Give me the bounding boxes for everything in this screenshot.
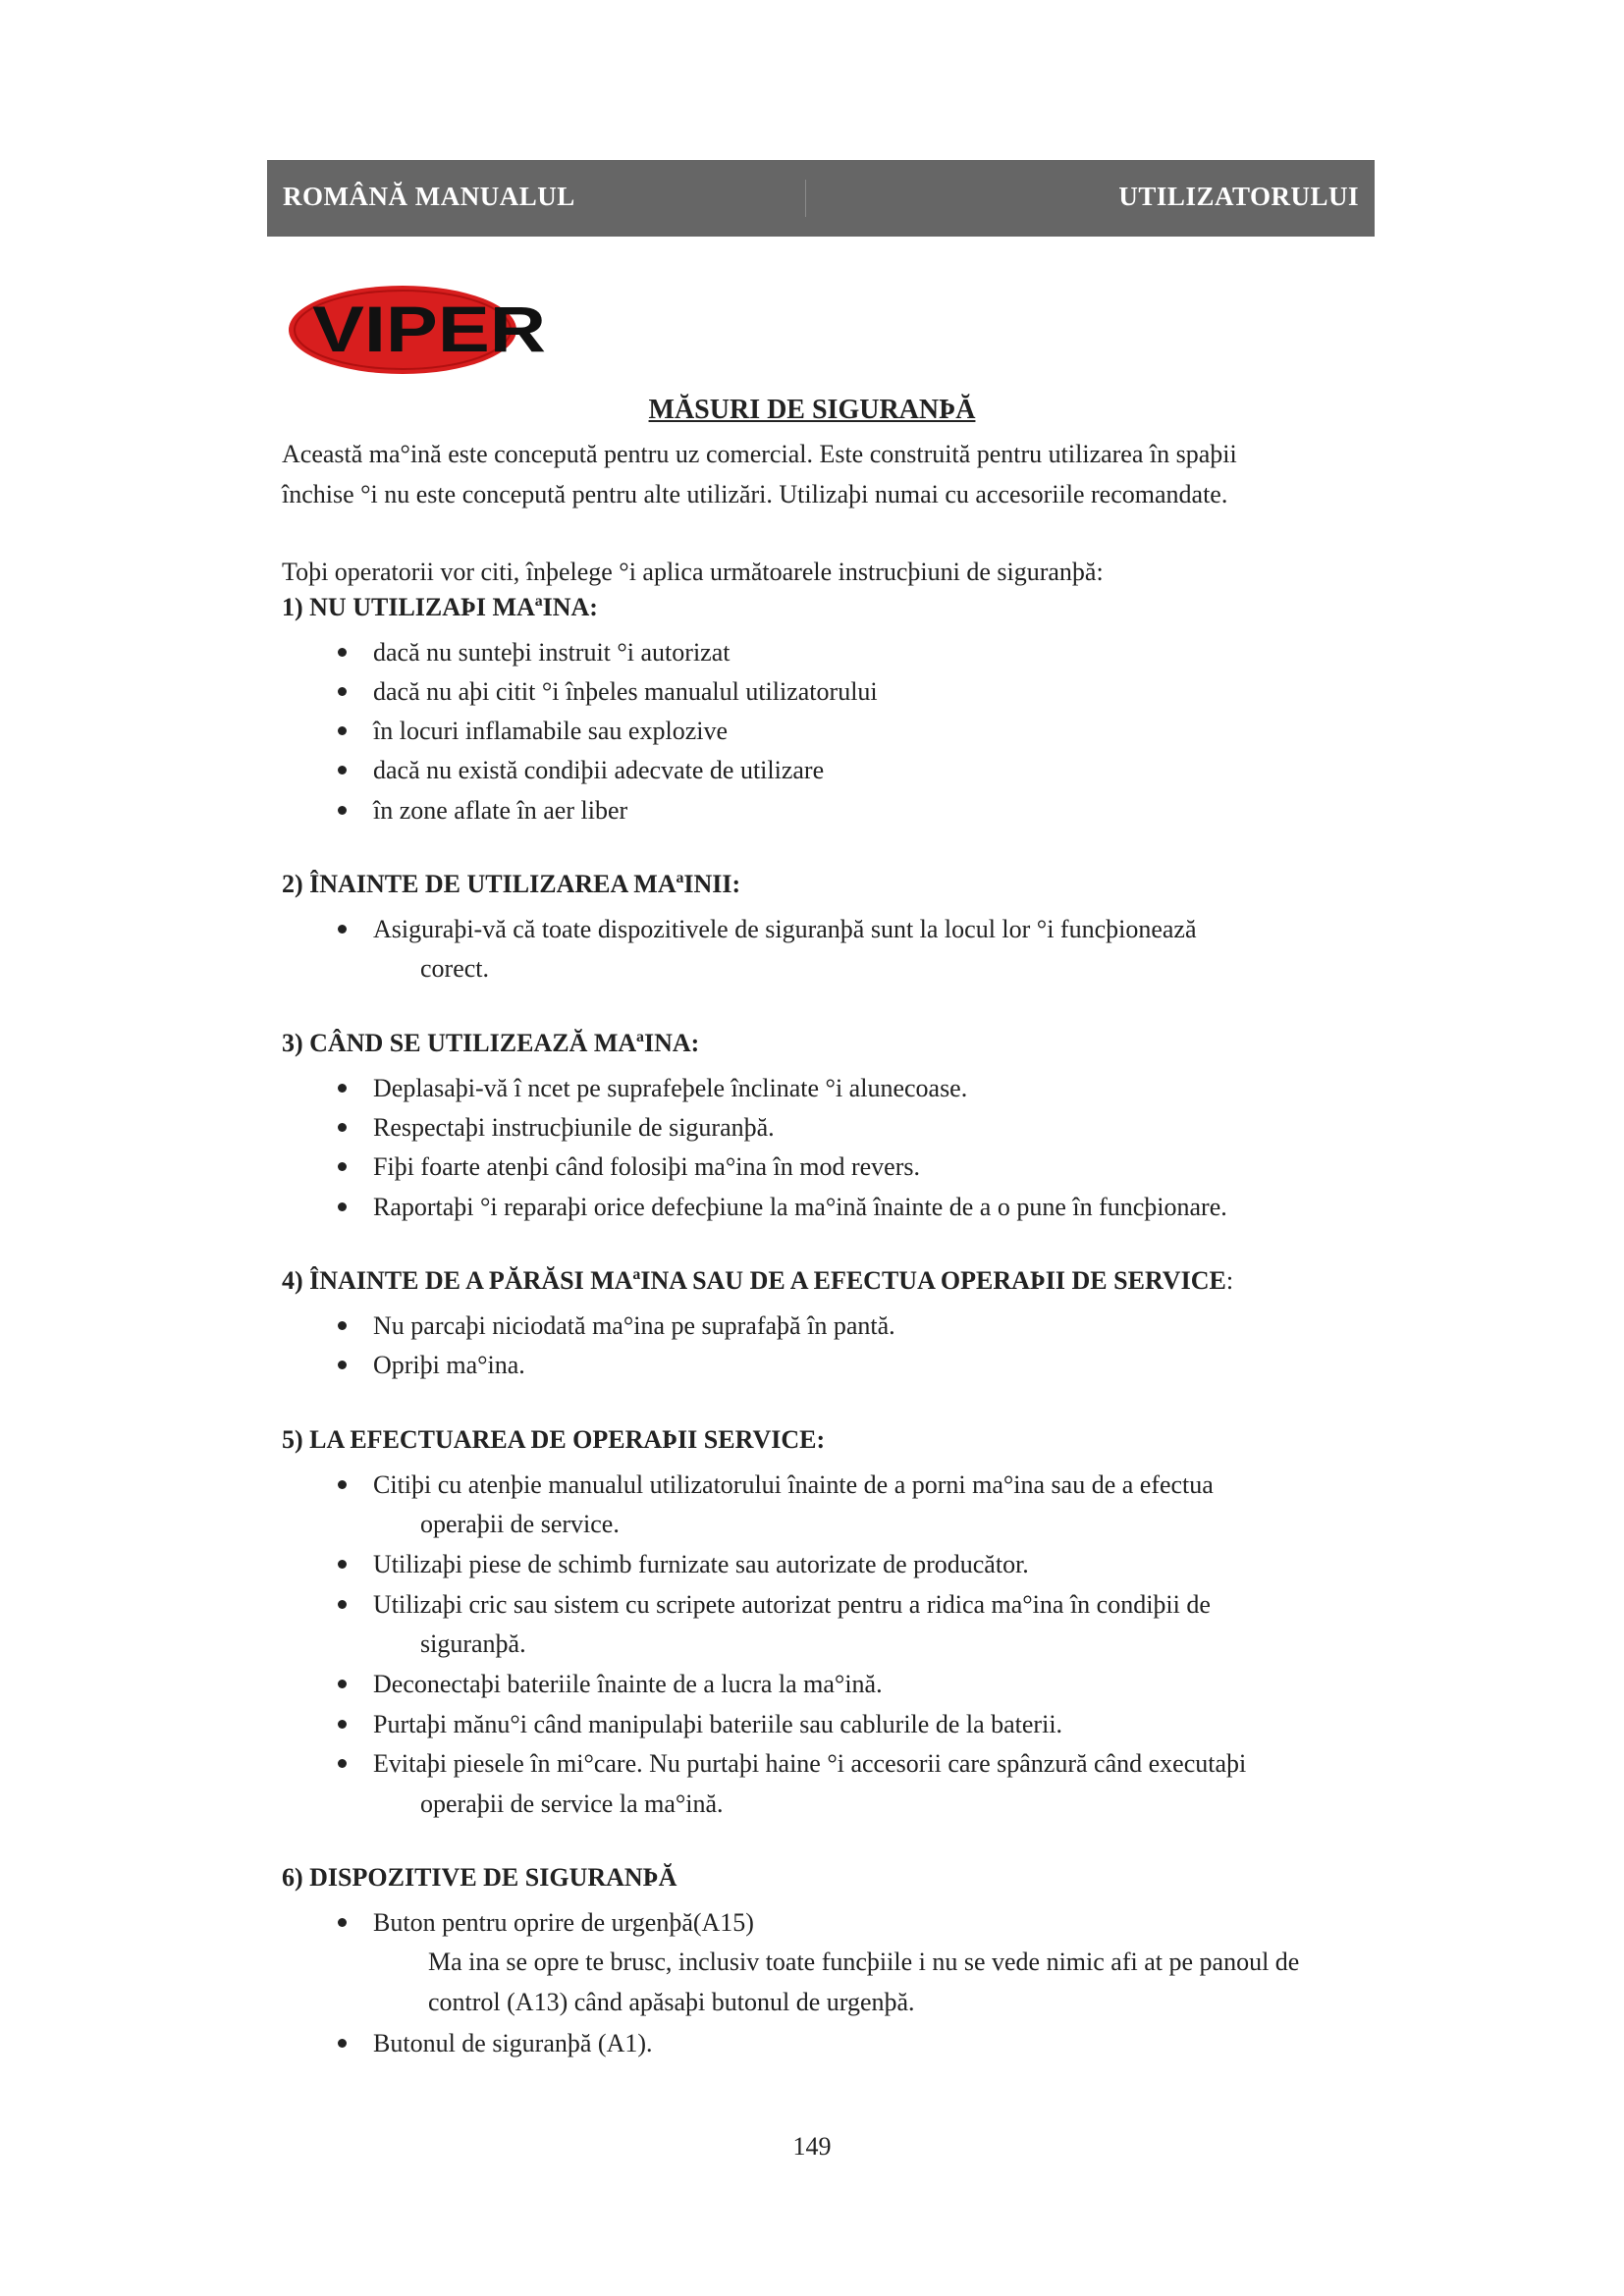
section-2-heading: 2) ÎNAINTE DE UTILIZAREA MAªINII: [282, 870, 741, 898]
page-title: MĂSURI DE SIGURANÞĂ [648, 395, 976, 425]
viper-logo [285, 281, 552, 377]
section-4-heading-colon: : [1225, 1266, 1234, 1295]
logo-text: VIPER [312, 293, 546, 365]
list-item: Butonul de siguranþă (A1). [373, 2023, 653, 2063]
list-item-continuation: operaþii de service la ma°ină. [420, 1789, 724, 1818]
list-item-continuation: corect. [420, 954, 490, 983]
list-item: Deplasaþi-vă î ncet pe suprafeþele înclinate °i alunecoase. [373, 1068, 967, 1108]
list-item: Citiþi cu atenþie manualul utilizatorului înainte de a porni ma°ina sau de a efectua [373, 1465, 1214, 1505]
page-number: 149 [792, 2132, 832, 2161]
section-3-heading: 3) CÂND SE UTILIZEAZĂ MAªINA: [282, 1029, 700, 1057]
header-language-title: ROMÂNĂ MANUALUL [283, 182, 575, 211]
list-item-continuation: operaþii de service. [420, 1510, 620, 1538]
list-item-description: control (A13) când apăsaþi butonul de urgenþă. [428, 1988, 915, 2016]
section-4-heading [282, 1266, 1233, 1296]
intro-operators: Toþi operatorii vor citi, înþelege °i aplica următoarele instrucþiuni de siguranþă: [282, 558, 1104, 586]
section-4-heading-text: 4) ÎNAINTE DE A PĂRĂSI MAªINA SAU DE A EFECTUA OPERAÞII DE SERVICE [282, 1266, 1226, 1295]
header-bar [267, 160, 1375, 237]
list-item: Opriþi ma°ina. [373, 1345, 525, 1385]
list-item: Utilizaþi piese de schimb furnizate sau autorizate de producător. [373, 1544, 1029, 1584]
list-item: Evitaþi piesele în mi°care. Nu purtaþi haine °i accesorii care spânzură când executaþi [373, 1743, 1246, 1784]
intro-line-1: Această ma°ină este concepută pentru uz comercial. Este construită pentru utilizarea în spaþii [282, 440, 1237, 468]
list-item: în locuri inflamabile sau explozive [373, 711, 728, 751]
list-item: Deconectaþi bateriile înainte de a lucra la ma°ină. [373, 1664, 883, 1704]
list-item: Buton pentru oprire de urgenþă(A15) [373, 1902, 754, 1943]
list-item: dacă nu aþi citit °i înþeles manualul utilizatorului [373, 671, 878, 712]
section-5-heading: 5) LA EFECTUAREA DE OPERAÞII SERVICE: [282, 1425, 826, 1454]
list-item: Nu parcaþi niciodată ma°ina pe suprafaþă în pantă. [373, 1306, 895, 1346]
list-item-continuation: siguranþă. [420, 1629, 526, 1658]
list-item: Respectaþi instrucþiunile de siguranþă. [373, 1107, 775, 1148]
list-item: în zone aflate în aer liber [373, 790, 627, 830]
list-item-description: Ma ina se opre te brusc, inclusiv toate funcþiile i nu se vede nimic afi at pe panoul de [428, 1948, 1300, 1976]
list-item: Raportaþi °i reparaþi orice defecþiune la ma°ină înainte de a o pune în funcþionare. [373, 1187, 1227, 1227]
list-item: dacă nu sunteþi instruit °i autorizat [373, 632, 730, 672]
intro-paragraph [282, 434, 1378, 514]
list-item: Fiþi foarte atenþi când folosiþi ma°ina în mod revers. [373, 1147, 920, 1187]
header-divider [805, 180, 806, 217]
intro-line-2: închise °i nu este concepută pentru alte utilizări. Utilizaþi numai cu accesoriile recomandate. [282, 480, 1228, 508]
section-6-heading: 6) DISPOZITIVE DE SIGURANÞĂ [282, 1863, 677, 1892]
list-item: Purtaþi mănu°i când manipulaþi bateriile sau cablurile de la baterii. [373, 1704, 1062, 1744]
list-item: Utilizaþi cric sau sistem cu scripete autorizat pentru a ridica ma°ina în condiþii de [373, 1584, 1211, 1625]
list-item: Asiguraþi-vă că toate dispozitivele de siguranþă sunt la locul lor °i funcþionează [373, 909, 1197, 949]
header-manual-title: UTILIZATORULUI [1118, 182, 1359, 211]
section-1-heading: 1) NU UTILIZAÞI MAªINA: [282, 593, 598, 621]
list-item: dacă nu există condiþii adecvate de utilizare [373, 750, 824, 790]
